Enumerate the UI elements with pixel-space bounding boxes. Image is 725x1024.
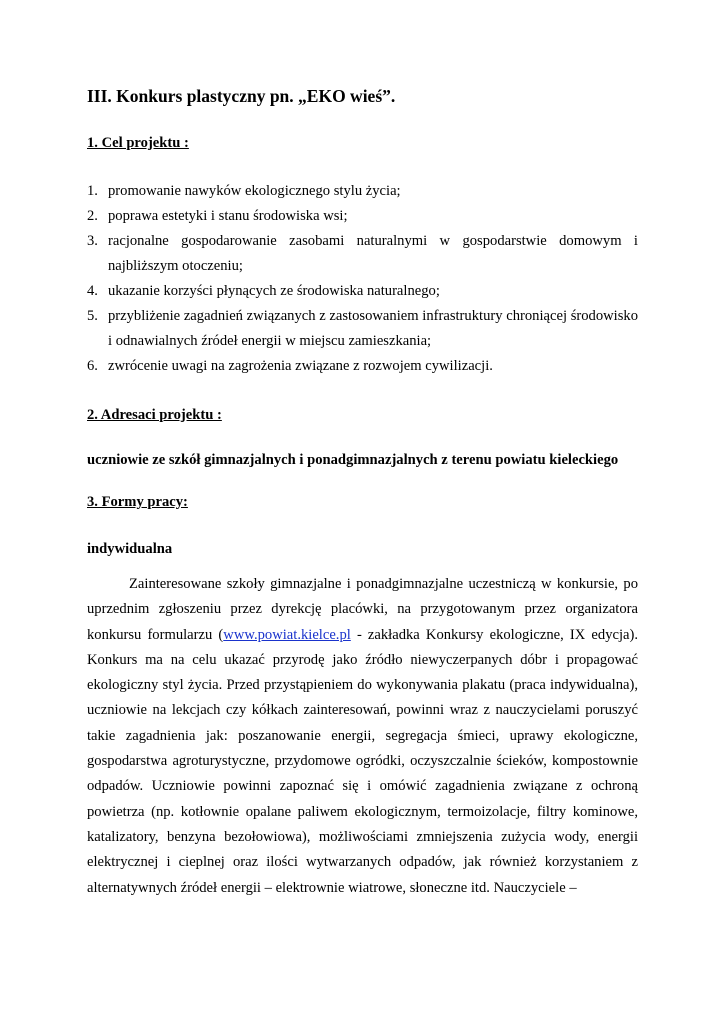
list-item: 3. racjonalne gospodarowanie zasobami naturalnymi w gospodarstwie domowym i najbliższym otoczeniu;: [87, 233, 638, 274]
document-title: III. Konkurs plastyczny pn. „EKO wieś”.: [87, 86, 396, 106]
list-item: 2. poprawa estetyki i stanu środowiska wsi;: [87, 208, 348, 224]
section-heading-recipients: 2. Adresaci projektu :: [87, 407, 222, 423]
list-item: 6. zwrócenie uwagi na zagrożenia związane z rozwojem cywilizacji.: [87, 358, 493, 374]
work-form-subheading: indywidualna: [87, 541, 173, 557]
goals-list: [87, 179, 638, 379]
recipients-text: uczniowie ze szkół gimnazjalnych i ponadgimnazjalnych z terenu powiatu kieleckiego: [87, 452, 619, 468]
list-item: 1. promowanie nawyków ekologicznego stylu życia;: [87, 183, 401, 199]
section-heading-work-forms: 3. Formy pracy:: [87, 494, 188, 510]
website-link[interactable]: www.powiat.kielce.pl: [223, 626, 351, 643]
list-item: 5. przybliżenie zagadnień związanych z zastosowaniem infrastruktury chroniącej środowisko i odnawialnych źródeł energii w miejscu zamieszkania;: [87, 308, 638, 349]
section-heading-goals: 1. Cel projektu :: [87, 135, 189, 151]
body-paragraph: Zainteresowane szkoły gimnazjalne i ponadgimnazjalne uczestniczą w konkursie, po uprzednim zgłoszeniu przez dyrekcję placówki, na przygotowanym przez organizatora konkursu formularzu (www.powiat.kielce.pl - zakładka Konkursy ekologiczne, IX edycja). Konkurs ma na celu ukazać przyrodę jako źródło niewyczerpanych dóbr i propagować ekologiczny styl życia. Przed przystąpieniem do wykonywania plakatu (praca indywidualna), uczniowie na lekcjach czy kółkach zainteresowań, powinni wraz z nauczycielami poruszyć takie zagadnienia jak: poszanowanie energii, segregacja śmieci, uprawy ekologiczne, gospodarstwa agroturystyczne, przydomowe ogródki, oczyszczalnie ścieków, kompostownie odpadów. Uczniowie powinni zapoznać się i omówić zagadnienia związane z ochroną powietrza (np. kotłownie opalane paliwem ekologicznym, termoizolacje, filtry kominowe, katalizatory, benzyna bezołowiowa), możliwościami zmniejszenia zużycia wody, energii elektrycznej i cieplnej oraz ilości wytwarzanych odpadów, jak również korzystaniem z alternatywnych źródeł energii – elektrownie wiatrowe, słoneczne itd. Nauczyciele –: [87, 576, 639, 896]
list-item: 4. ukazanie korzyści płynących ze środowiska naturalnego;: [87, 283, 440, 299]
